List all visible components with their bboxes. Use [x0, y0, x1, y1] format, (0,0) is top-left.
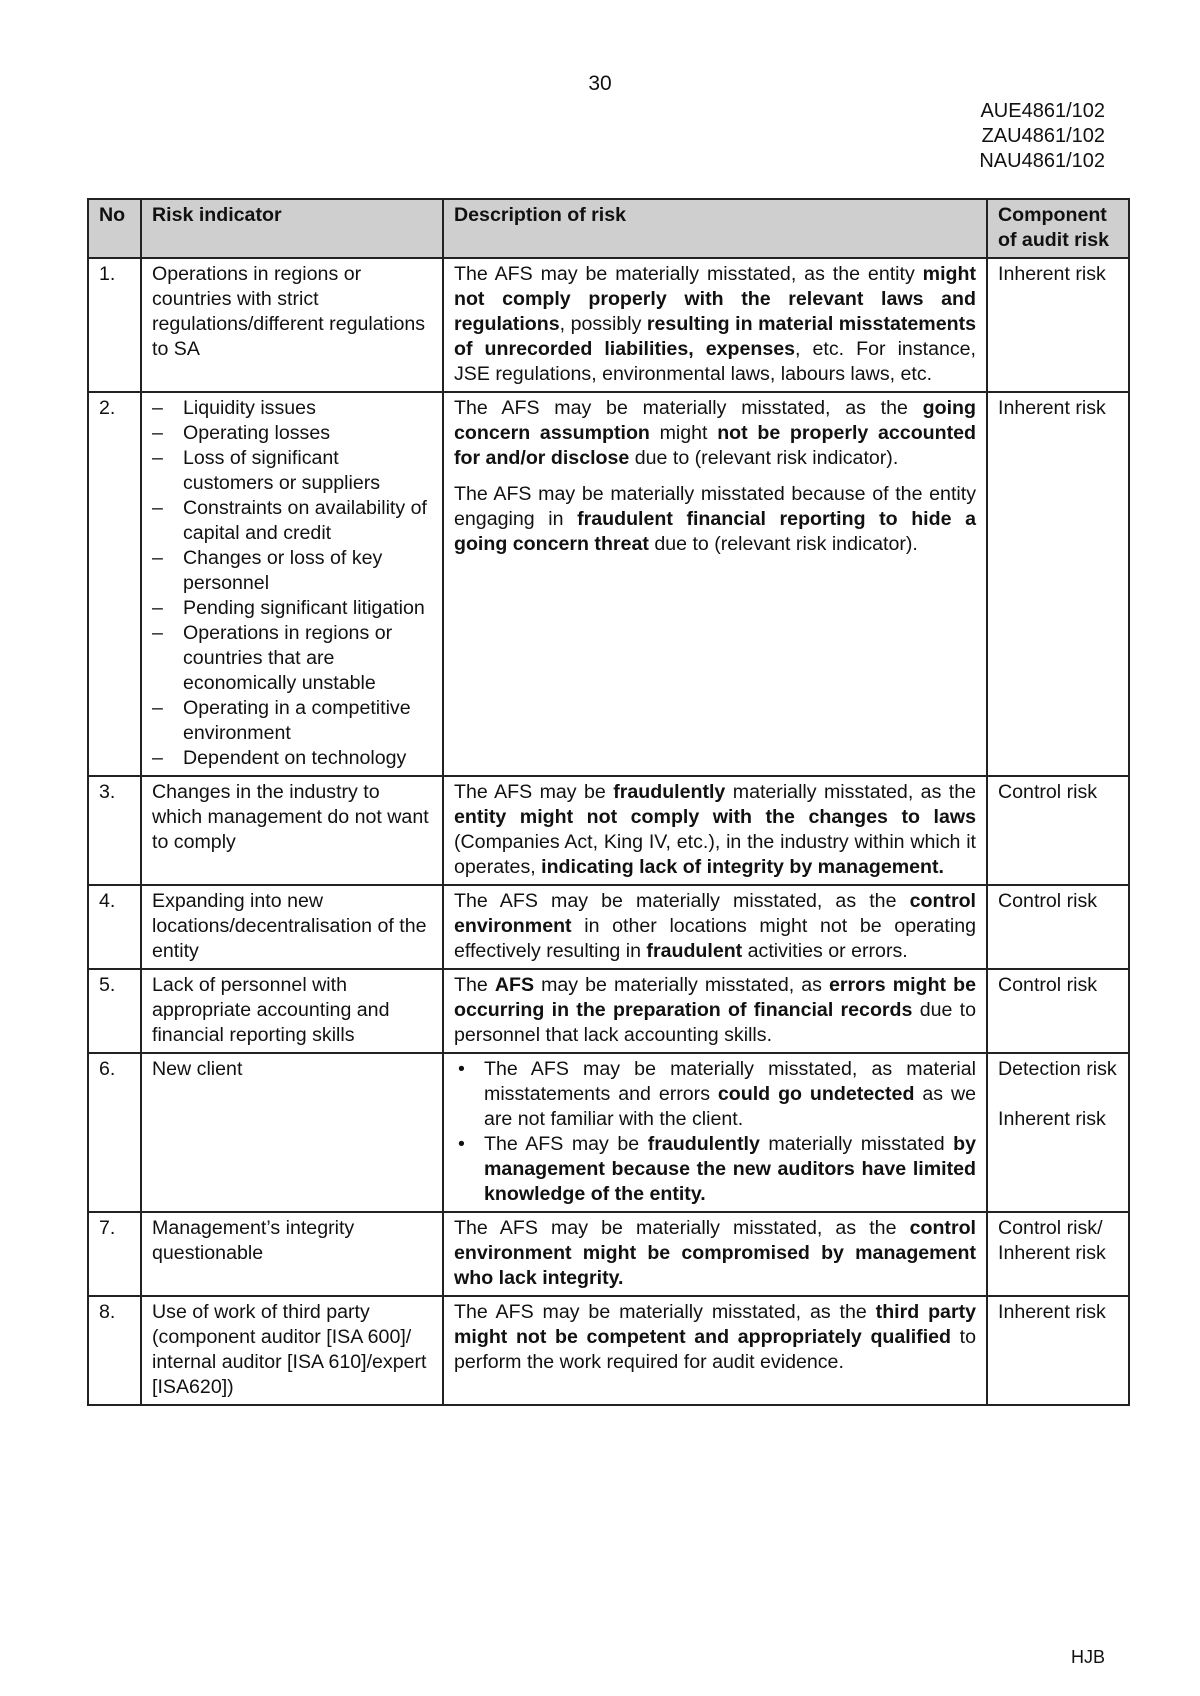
risk-indicator: [141, 392, 443, 776]
audit-risk-component: Inherent risk: [987, 258, 1129, 392]
row-number: 4.: [88, 885, 141, 969]
list-item: – Dependent on technology: [152, 746, 432, 771]
row-number: 3.: [88, 776, 141, 885]
risk-description: The AFS may be fraudulently materially misstated, as the entity might not comply with the changes to laws (Companies Act, King IV, etc.), in the industry within which it operates, indicating lack of integrity by management.: [443, 776, 987, 885]
row-number: 8.: [88, 1296, 141, 1405]
column-header-risk-indicator: Risk indicator: [141, 199, 443, 258]
module-code: AUE4861/102: [980, 100, 1105, 122]
risk-description: [443, 392, 987, 776]
risk-indicator: Changes in the industry to which management do not want to comply: [141, 776, 443, 885]
risk-description: The AFS may be materially misstated, as the third party might not be competent and appropriately qualified to perform the work required for audit evidence.: [443, 1296, 987, 1405]
table-row: [88, 1053, 1129, 1212]
audit-risk-component: Inherent risk: [987, 1296, 1129, 1405]
risk-description: The AFS may be materially misstated, as the control environment might be compromised by management who lack integrity.: [443, 1212, 987, 1296]
list-item: – Changes or loss of key personnel: [152, 546, 432, 596]
module-code: ZAU4861/102: [981, 125, 1105, 147]
table-row: [88, 969, 1129, 1053]
list-item: • The AFS may be fraudulently materially misstated by management because the new auditors have limited knowledge of the entity.: [454, 1132, 976, 1207]
table-row: [88, 1212, 1129, 1296]
table-header-row: [88, 199, 1129, 258]
column-header-description: Description of risk: [443, 199, 987, 258]
column-header-component: Component of audit risk: [987, 199, 1129, 258]
list-item: – Loss of significant customers or suppliers: [152, 446, 432, 496]
table-row: [88, 392, 1129, 776]
risk-indicator-list: [152, 396, 432, 771]
list-item: – Operations in regions or countries that are economically unstable: [152, 621, 432, 696]
row-number: 5.: [88, 969, 141, 1053]
description-paragraph: The AFS may be materially misstated because of the entity engaging in fraudulent financial reporting to hide a going concern threat due to (relevant risk indicator).: [454, 483, 976, 555]
table-row: [88, 1296, 1129, 1405]
description-bullet-list: [454, 1057, 976, 1207]
audit-risk-component: [987, 1053, 1129, 1212]
list-item: – Constraints on availability of capital and credit: [152, 496, 432, 546]
row-number: 2.: [88, 392, 141, 776]
table-row: [88, 776, 1129, 885]
list-item: – Operating in a competitive environment: [152, 696, 432, 746]
list-item: – Liquidity issues: [152, 396, 432, 421]
risk-indicator: Management’s integrity questionable: [141, 1212, 443, 1296]
component-detection: Detection risk: [998, 1058, 1117, 1080]
risk-indicator: New client: [141, 1053, 443, 1212]
row-number: 6.: [88, 1053, 141, 1212]
list-item: – Operating losses: [152, 421, 432, 446]
audit-risk-component: Control risk: [987, 885, 1129, 969]
risk-indicator-table: [87, 198, 1130, 1406]
row-number: 7.: [88, 1212, 141, 1296]
audit-risk-component: Control risk/ Inherent risk: [987, 1212, 1129, 1296]
module-code: NAU4861/102: [979, 150, 1105, 172]
description-paragraph: The AFS may be materially misstated, as the going concern assumption might not be properly accounted for and/or disclose due to (relevant risk indicator).: [454, 397, 977, 469]
risk-description: [443, 1053, 987, 1212]
table-row: [88, 258, 1129, 392]
list-item: – Pending significant litigation: [152, 596, 432, 621]
row-number: 1.: [88, 258, 141, 392]
risk-description: The AFS may be materially misstated, as the entity might not comply properly with the relevant laws and regulations, possibly resulting in material misstatements of unrecorded liabilities, expenses, etc. For instance, JSE regulations, environmental laws, labours laws, etc.: [443, 258, 987, 392]
risk-indicator: Lack of personnel with appropriate accounting and financial reporting skills: [141, 969, 443, 1053]
page-number: 30: [588, 72, 612, 95]
column-header-no: No: [88, 199, 141, 258]
audit-risk-component: Inherent risk: [987, 392, 1129, 776]
list-item: • The AFS may be materially misstated, as material misstatements and errors could go undetected as we are not familiar with the client.: [454, 1057, 976, 1132]
risk-description: The AFS may be materially misstated, as the control environment in other locations might not be operating effectively resulting in fraudulent activities or errors.: [443, 885, 987, 969]
footer-initials: HJB: [1070, 1647, 1105, 1667]
risk-indicator: Expanding into new locations/decentralisation of the entity: [141, 885, 443, 969]
component-inherent: Inherent risk: [998, 1108, 1106, 1130]
risk-indicator: Use of work of third party (component auditor [ISA 600]/ internal auditor [ISA 610]/expert [ISA620]): [141, 1296, 443, 1405]
audit-risk-component: Control risk: [987, 969, 1129, 1053]
module-codes: [979, 99, 1105, 174]
risk-description: The AFS may be materially misstated, as errors might be occurring in the preparation of financial records due to personnel that lack accounting skills.: [443, 969, 987, 1053]
risk-indicator: Operations in regions or countries with strict regulations/different regulations to SA: [141, 258, 443, 392]
audit-risk-component: Control risk: [987, 776, 1129, 885]
table-row: [88, 885, 1129, 969]
